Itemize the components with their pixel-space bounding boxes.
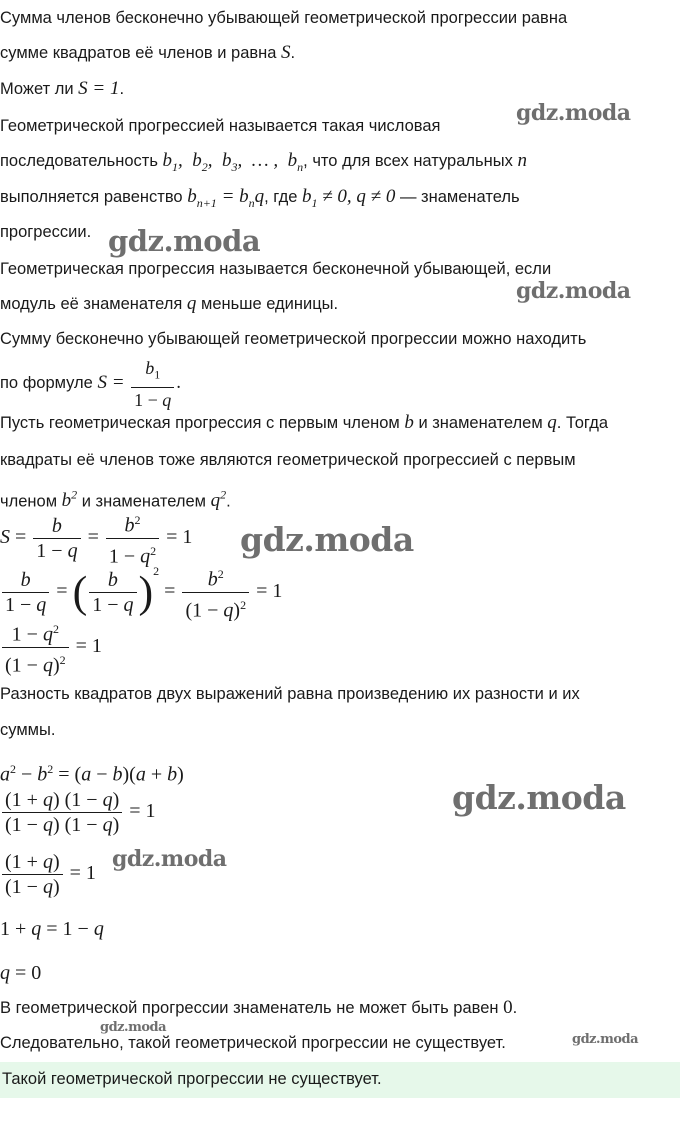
text: — знаменатель xyxy=(399,188,520,206)
text: , что для всех натуральных xyxy=(303,152,513,170)
text: сумме квадратов её членов и равна xyxy=(0,44,277,62)
text: . Тогда xyxy=(556,414,608,432)
text-line: модуль её знаменателя q меньше единицы. xyxy=(0,293,339,314)
text-line: Пусть геометрическая прогрессия с первым членом b и знаменателем q. Тогда xyxy=(0,412,608,433)
text-line: квадраты её членов тоже являются геометрической прогрессией с первым xyxy=(0,451,576,469)
text: меньше единицы. xyxy=(200,295,339,313)
text-line: В геометрической прогрессии знаменатель не может быть равен 0. xyxy=(0,997,518,1018)
text: модуль её знаменателя xyxy=(0,295,183,313)
math-var: S xyxy=(281,42,291,63)
text: выполняется равенство xyxy=(0,188,183,206)
watermark: gdz.moda xyxy=(240,520,414,559)
text-line: Может ли S = 1. xyxy=(0,78,125,99)
answer-text: Такой геометрической прогрессии не существует. xyxy=(2,1070,382,1088)
text-line: Следовательно, такой геометрической прогрессии не существует. xyxy=(0,1034,506,1052)
text: членом xyxy=(0,492,58,511)
text: и знаменателем xyxy=(81,492,206,511)
text: последовательность xyxy=(0,152,158,170)
text: Пусть геометрическая прогрессия с первым членом xyxy=(0,414,400,432)
text: по формуле xyxy=(0,374,93,393)
equation: $\frac{(1 + q)}{(1 - q)}$ = 1 xyxy=(0,850,96,899)
text: и знаменателем xyxy=(418,414,543,432)
text-line: Сумму бесконечно убывающей геометрической прогрессии можно находить xyxy=(0,330,587,348)
equation: $a^2 - b^2 = (a - b)(a + b)$ xyxy=(0,762,184,786)
formula-line: по формуле S = $\frac{b_1}{1 - q}$ . xyxy=(0,358,182,410)
equation: 1 + q = 1 − q xyxy=(0,918,104,940)
text-line: Геометрическая прогрессия называется бесконечной убывающей, если xyxy=(0,260,552,278)
text-line: последовательность $b_1$, $b_2$, $b_3$, … , $b_n$, что для всех натуральных n xyxy=(0,150,527,174)
equation: $\frac{(1 + q) (1 - q)}{(1 - q) (1 - q)}$ = 1 xyxy=(0,788,156,837)
text-line: выполняется равенство $b_{n+1} = b_nq$, где $b_1 \ne 0$, q ≠ 0 — знаменатель xyxy=(0,186,520,210)
equation: $\frac{b}{1 - q}$ = ( $\frac{b}{1 - q}$ )$^2$ = $\frac{b^2}{(1 - q)^2}$ = 1 xyxy=(0,562,282,622)
text-line: суммы. xyxy=(0,721,56,739)
math-expression: S = 1 xyxy=(78,78,120,99)
text: Может ли xyxy=(0,80,74,98)
watermark: gdz.moda xyxy=(452,778,626,817)
text-line: прогрессии. xyxy=(0,223,92,241)
text: , где xyxy=(264,188,298,206)
watermark: gdz.moda xyxy=(572,1032,639,1047)
text-line: сумме квадратов её членов и равна S. xyxy=(0,42,296,63)
watermark: gdz.moda xyxy=(516,278,631,304)
text: В геометрической прогрессии знаменатель не может быть равен xyxy=(0,999,499,1017)
answer-box xyxy=(0,1062,680,1098)
text-line: Разность квадратов двух выражений равна произведению их разности и их xyxy=(0,685,580,703)
watermark: gdz.moda xyxy=(100,1020,167,1035)
watermark: gdz.moda xyxy=(112,846,227,872)
watermark: gdz.moda xyxy=(108,224,261,258)
text-line: Сумма членов бесконечно убывающей геометрической прогрессии равна xyxy=(0,9,568,27)
watermark: gdz.moda xyxy=(516,100,631,126)
equation: S = $\frac{b}{1 - q}$ = $\frac{b^2}{1 - q^2}$ = 1 xyxy=(0,508,192,568)
text-line: членом $b^2$ и знаменателем $q^2$. xyxy=(0,488,231,512)
equation: $\frac{1 - q^2}{(1 - q)^2}$ = 1 xyxy=(0,617,102,677)
text-line: Геометрической прогрессией называется такая числовая xyxy=(0,117,441,135)
equation: q = 0 xyxy=(0,962,42,984)
